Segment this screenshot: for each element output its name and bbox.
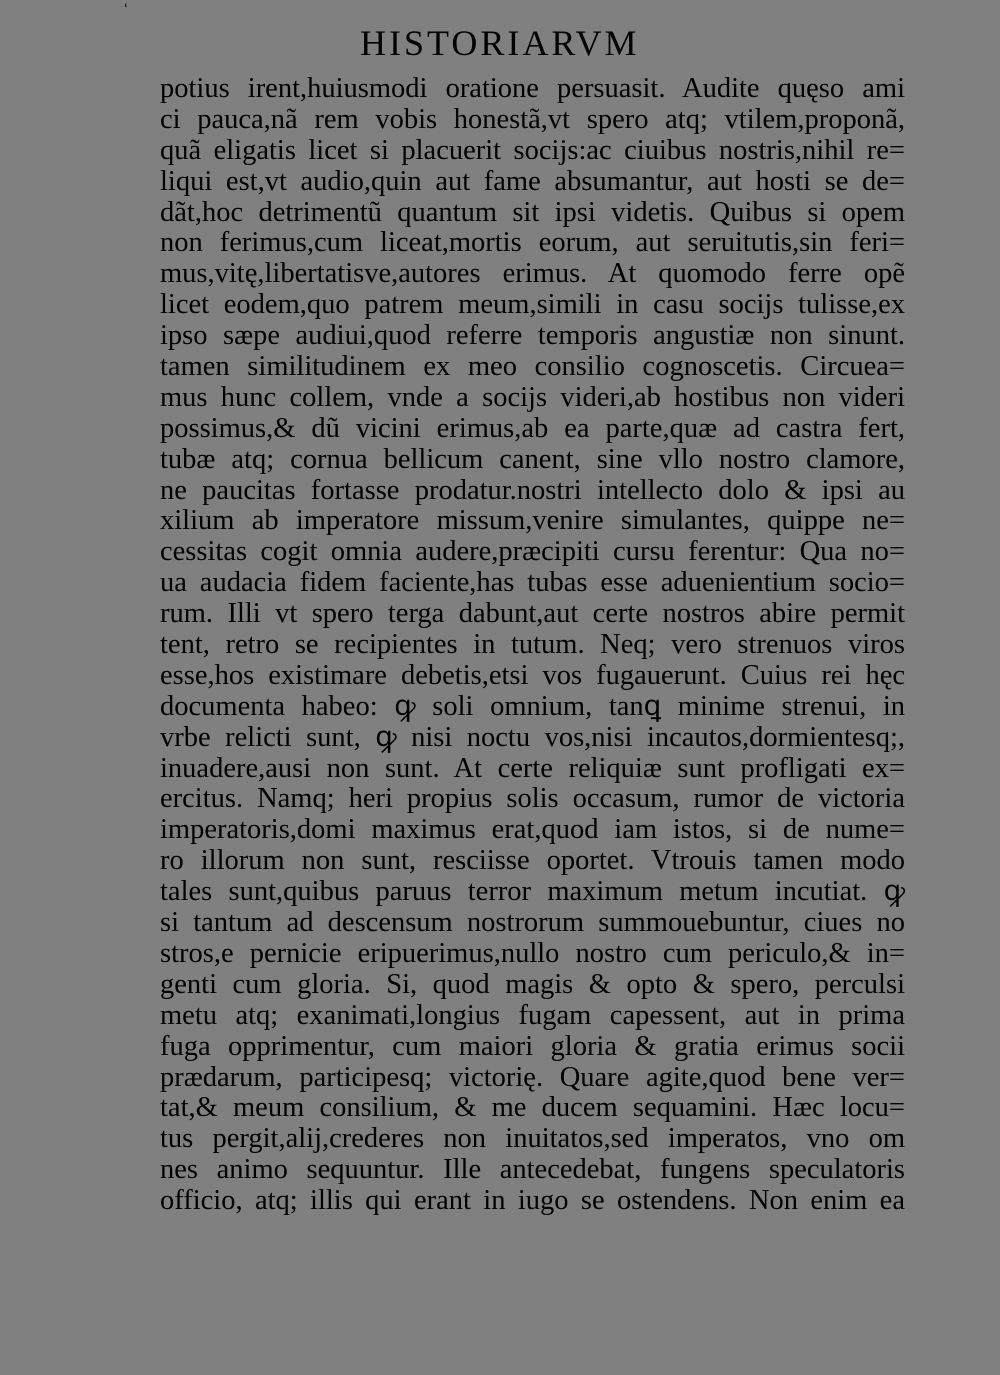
text-line: tales sunt,quibus paruus terror maximum metum incutiat. ꝙ — [160, 877, 905, 908]
text-line: cessitas cogit omnia audere,præcipiti cursu ferentur: Qua no= — [160, 537, 905, 568]
text-line: tamen similitudinem ex meo consilio cognoscetis. Circuea= — [160, 352, 905, 383]
text-line: xilium ab imperatore missum,venire simulantes, quippe ne= — [160, 506, 905, 537]
text-block — [160, 74, 905, 1217]
text-line: licet eodem,quo patrem meum,simili in casu socijs tulisse,ex — [160, 290, 905, 321]
page-mark: ' — [124, 2, 128, 17]
text-line: tat,& meum consilium, & me ducem sequamini. Hæc locu= — [160, 1093, 905, 1124]
text-line: imperatoris,domi maximus erat,quod iam istos, si de nume= — [160, 815, 905, 846]
text-line: ci pauca,nã rem vobis honestã,vt spero atq; vtilem,proponã, — [160, 104, 905, 135]
text-line: metu atq; exanimati,longius fugam capessent, aut in prima — [160, 1000, 905, 1031]
text-line: officio, atq; illis qui erant in iugo se ostendens. Non enim ea — [160, 1186, 905, 1217]
text-line: nes animo sequuntur. Ille antecedebat, fungens speculatoris — [160, 1155, 905, 1186]
text-line: documenta habeo: ꝙ soli omnium, tanꝗ minime strenui, in — [160, 691, 905, 722]
text-line: esse,hos existimare debetis,etsi vos fugauerunt. Cuius rei hęc — [160, 660, 905, 691]
text-line: prædarum, participesq; victorię. Quare agite,quod bene ver= — [160, 1062, 905, 1093]
text-line: fuga opprimentur, cum maiori gloria & gratia erimus socii — [160, 1031, 905, 1062]
text-line: quã eligatis licet si placuerit socijs:ac ciuibus nostris,nihil re= — [160, 135, 905, 166]
text-line: ro illorum non sunt, resciisse oportet. Vtrouis tamen modo — [160, 846, 905, 877]
text-line: tus pergit,alij,crederes non inuitatos,sed imperatos, vno om — [160, 1124, 905, 1155]
text-line: non ferimus,cum liceat,mortis eorum, aut seruitutis,sin feri= — [160, 228, 905, 259]
running-head: HISTORIARVM — [360, 23, 640, 63]
text-line: mus hunc collem, vnde a socijs videri,ab hostibus non videri — [160, 382, 905, 413]
text-line: liqui est,vt audio,quin aut fame absumantur, aut hosti se de= — [160, 166, 905, 197]
text-line: mus,vitę,libertatisve,autores erimus. At quomodo ferre opẽ — [160, 259, 905, 290]
text-line: rum. Illi vt spero terga dabunt,aut certe nostros abire permit — [160, 599, 905, 630]
text-line: stros,e pernicie eripuerimus,nullo nostro cum periculo,& in= — [160, 938, 905, 969]
text-line: dãt,hoc detrimentũ quantum sit ipsi videtis. Quibus si opem — [160, 197, 905, 228]
text-line: vrbe relicti sunt, ꝙ nisi noctu vos,nisi incautos,dormientesq;, — [160, 722, 905, 753]
text-line: ua audacia fidem faciente,has tubas esse aduenientium socio= — [160, 568, 905, 599]
text-line: possimus,& dũ vicini erimus,ab ea parte,quæ ad castra fert, — [160, 413, 905, 444]
text-line: genti cum gloria. Si, quod magis & opto & spero, perculsi — [160, 969, 905, 1000]
text-line: si tantum ad descensum nostrorum summouebuntur, ciues no — [160, 908, 905, 939]
text-line: ne paucitas fortasse prodatur.nostri intellecto dolo & ipsi au — [160, 475, 905, 506]
text-line: ercitus. Namq; heri propius solis occasum, rumor de victoria — [160, 784, 905, 815]
text-line: inuadere,ausi non sunt. At certe reliquiæ sunt profligati ex= — [160, 753, 905, 784]
text-line: tubæ atq; cornua bellicum canent, sine vllo nostro clamore, — [160, 444, 905, 475]
text-line: tent, retro se recipientes in tutum. Neq; vero strenuos viros — [160, 630, 905, 661]
text-line: potius irent,huiusmodi oratione persuasit. Audite quęso ami — [160, 74, 905, 104]
text-line: ipso sæpe audiui,quod referre temporis angustiæ non sinunt. — [160, 321, 905, 352]
